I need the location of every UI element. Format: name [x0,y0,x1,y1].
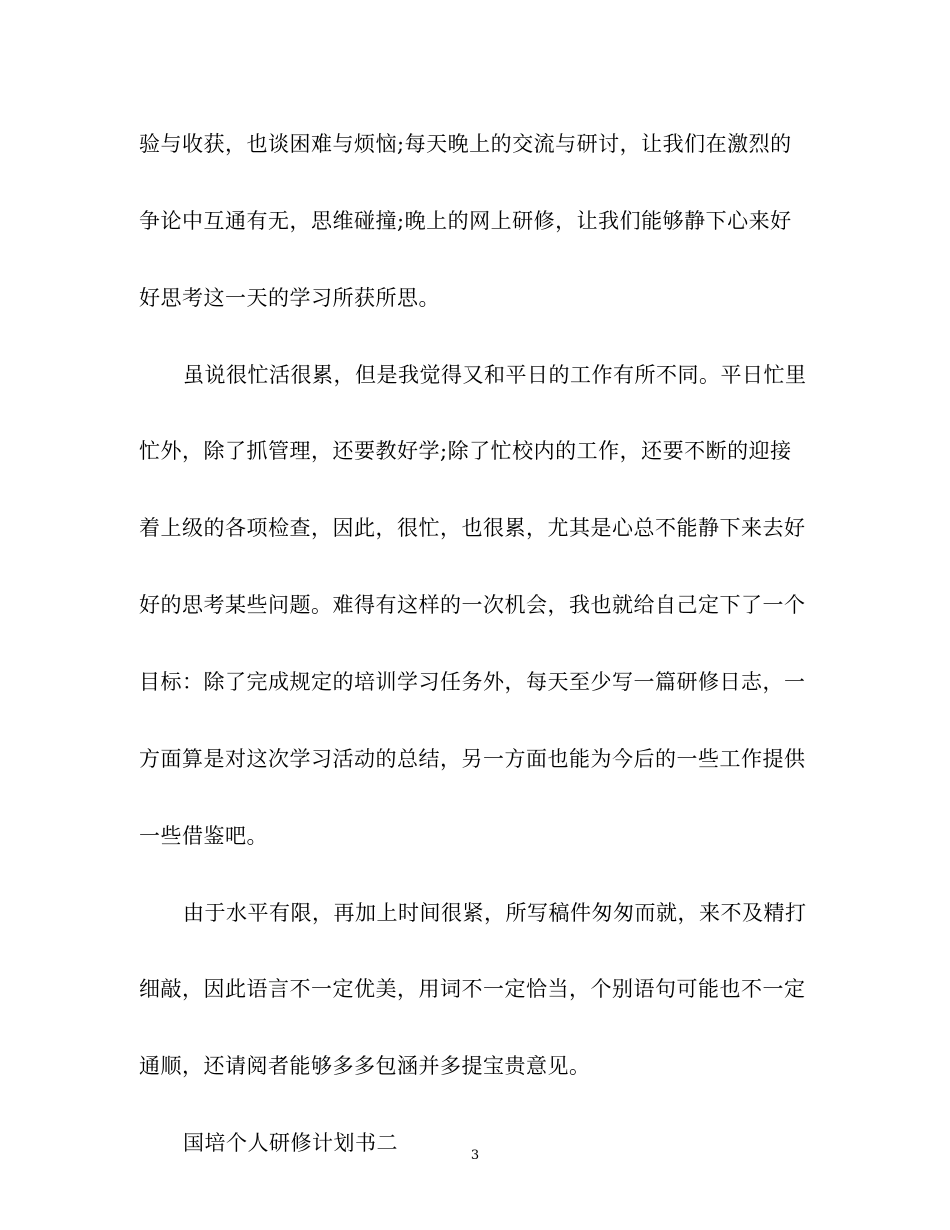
paragraph-3-line-3: 通顺，还请阅者能够多多包涵并多提宝贵意见。 [139,1054,591,1078]
paragraph-1-line-2: 争论中互通有无，思维碰撞;晚上的网上研修，让我们能够静下心来好 [139,209,792,233]
paragraph-1-line-1: 验与收获，也谈困难与烦恼;每天晚上的交流与研讨，让我们在激烈的 [139,132,792,156]
paragraph-2-line-4: 好的思考某些问题。难得有这样的一次机会，我也就给自己定下了一个 [139,593,806,617]
paragraph-2-line-2: 忙外，除了抓管理，还要教好学;除了忙校内的工作，还要不断的迎接 [139,439,792,463]
paragraph-2-line-1: 虽说很忙活很累，但是我觉得又和平日的工作有所不同。平日忙里 [183,363,807,387]
paragraph-2-line-3: 着上级的各项检查，因此，很忙，也很累，尤其是心总不能静下来去好 [139,516,806,540]
paragraph-3-line-2: 细敲，因此语言不一定优美，用词不一定恰当，个别语句可能也不一定 [139,977,806,1001]
paragraph-1-line-3: 好思考这一天的学习所获所思。 [139,286,440,310]
section-title: 国培个人研修计划书二 [183,1131,398,1155]
paragraph-3-line-1: 由于水平有限，再加上时间很紧，所写稿件匆匆而就，来不及精打 [183,901,807,925]
paragraph-2-line-5: 目标：除了完成规定的培训学习任务外，每天至少写一篇研修日志，一 [139,670,806,694]
page-number: 3 [470,1148,480,1163]
paragraph-2-line-7: 一些借鉴吧。 [139,824,268,848]
paragraph-2-line-6: 方面算是对这次学习活动的总结，另一方面也能为今后的一些工作提供 [139,747,806,771]
